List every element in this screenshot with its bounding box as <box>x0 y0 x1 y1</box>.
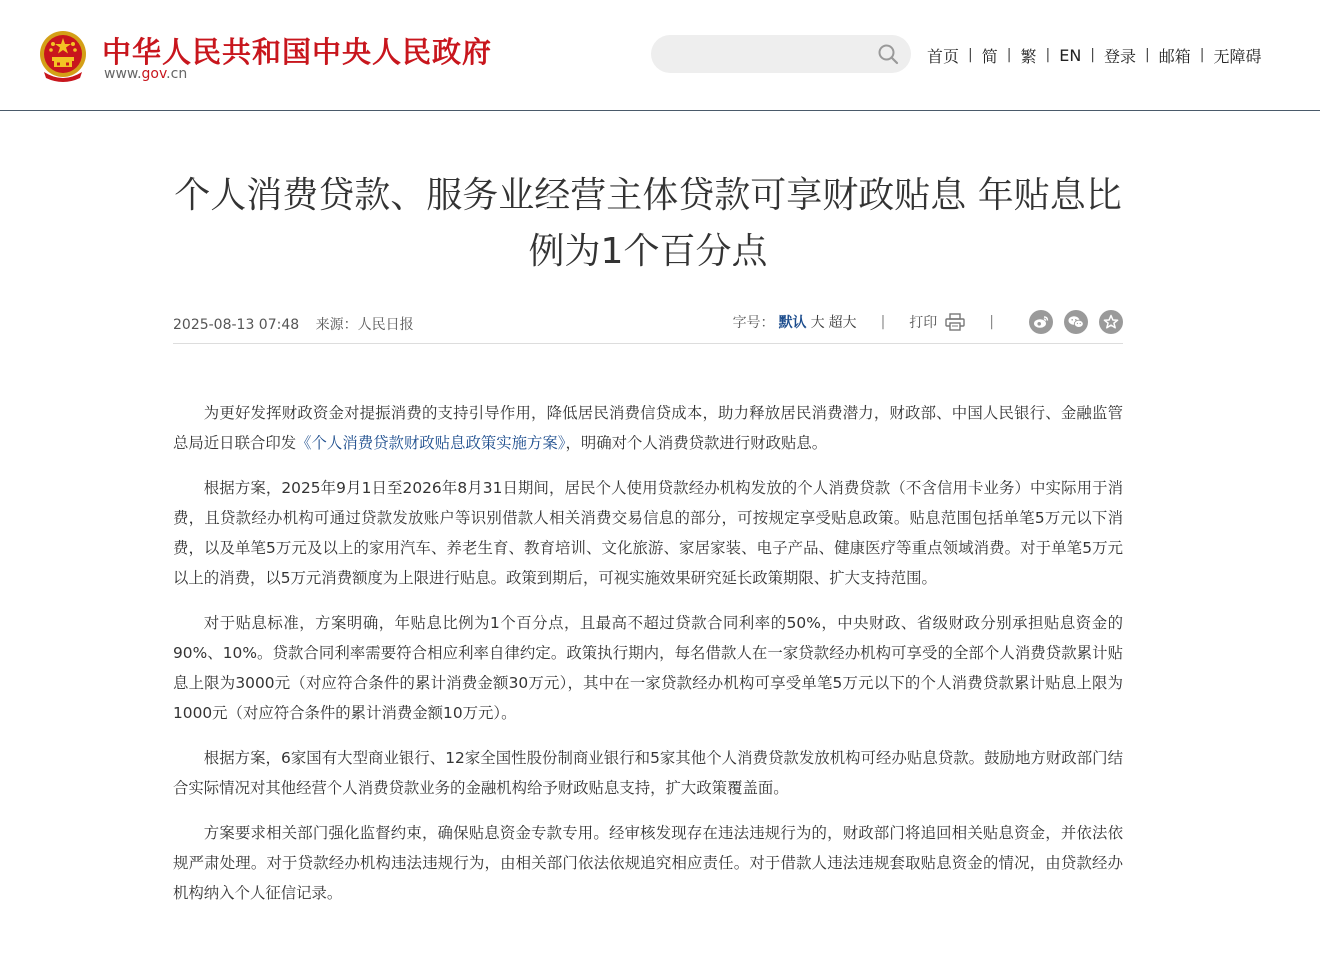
publish-date: 2025-08-13 07:48 <box>173 317 300 333</box>
nav-home[interactable]: 首页 <box>927 46 960 66</box>
nav-separator: | <box>1145 47 1150 63</box>
font-size-xlarge[interactable]: 超大 <box>828 315 857 331</box>
top-nav <box>927 44 1261 66</box>
nav-simplified[interactable]: 简 <box>981 46 998 66</box>
nav-traditional[interactable]: 繁 <box>1020 46 1037 66</box>
paragraph: 方案要求相关部门强化监督约束，确保贴息资金专款专用。经审核发现存在违法违规行为的，财政部门将追回相关贴息资金，并依法依规严肃处理。对于贷款经办机构违法违规行为，由相关部门依法依规追究相应责任。对于借款人违法违规套取贴息资金的情况，由贷款经办机构纳入个人征信记录。 <box>173 824 1123 902</box>
meta-separator: | <box>880 314 886 330</box>
national-emblem-icon[interactable] <box>38 28 88 84</box>
search-input[interactable] <box>667 41 867 67</box>
weibo-icon[interactable] <box>1029 310 1053 334</box>
site-title[interactable]: 中华人民共和国中央人民政府 <box>102 35 493 69</box>
source-name: 人民日报 <box>357 317 414 333</box>
print-label: 打印 <box>909 315 938 331</box>
site-url <box>104 66 187 82</box>
paragraph-text: ，明确对个人消费贷款进行财政贴息。 <box>565 434 828 452</box>
nav-mailbox[interactable]: 邮箱 <box>1158 46 1191 66</box>
nav-login[interactable]: 登录 <box>1104 46 1137 66</box>
article-content <box>173 398 1123 923</box>
font-size-default[interactable]: 默认 <box>778 315 807 331</box>
paragraph-text: 为更好发挥财政资金对提振消费的支持引导作用，降低居民消费信贷成本，助力释放居民消费潜力，财政部、中国人民银行、金融监管总局近日联合印发 <box>173 404 1123 452</box>
source-label: 来源： <box>315 317 358 333</box>
site-url-highlight: gov <box>141 66 167 82</box>
nav-separator: | <box>1090 47 1095 63</box>
meta-divider <box>173 343 1123 344</box>
meta-tools <box>733 304 1123 340</box>
site-url-suffix: .cn <box>166 66 188 82</box>
site-header <box>0 0 1320 111</box>
article-title: 个人消费贷款、服务业经营主体贷款可享财政贴息 年贴息比例为1个百分点 <box>174 175 1122 272</box>
nav-separator: | <box>968 47 973 63</box>
paragraph <box>173 398 1123 458</box>
font-size-large[interactable]: 大 <box>810 315 825 331</box>
nav-separator: | <box>1199 47 1205 63</box>
favorite-icon[interactable] <box>1099 310 1123 334</box>
article-meta <box>173 312 1123 342</box>
meta-left <box>173 314 414 334</box>
wechat-icon[interactable] <box>1064 310 1088 334</box>
meta-separator: | <box>989 314 994 330</box>
paragraph: 根据方案，2025年9月1日至2026年8月31日期间，居民个人使用贷款经办机构发放的个人消费贷款（不含信用卡业务）中实际用于消费，且贷款经办机构可通过贷款发放账户等识别借款人相关消费交易信息的部分，可按规定享受贴息政策。贴息范围包括单笔5万元以下消费，以及单笔5万元及以上的家用汽车、养老生育、教育培训、文化旅游、家居家装、电子产品、健康医疗等重点领域消费。对于单笔5万元以上的消费，以5万元消费额度为上限进行贴息。政策到期后，可视实施效果研究延长政策期限、扩大支持范围。 <box>173 479 1123 587</box>
nav-separator: | <box>1045 47 1051 63</box>
policy-document-link[interactable]: 《个人消费贷款财政贴息政策实施方案》 <box>296 434 566 452</box>
search-icon[interactable] <box>877 43 899 65</box>
printer-icon <box>945 313 965 331</box>
print-button[interactable] <box>909 312 965 332</box>
paragraph: 对于贴息标准，方案明确，年贴息比例为1个百分点，且最高不超过贷款合同利率的50%，中央财政、省级财政分别承担贴息资金的90%、10%。贷款合同利率需要符合相应利率自律约定。政策执行期内，每名借款人在一家贷款经办机构可享受的全部个人消费贷款累计贴息上限为3000元（对应符合条件的累计消费金额30万元），其中在一家贷款经办机构可享受单笔5万元以下的个人消费贷款累计贴息上限为1000元（对应符合条件的累计消费金额10万元）。 <box>173 614 1123 722</box>
search-box <box>651 35 911 73</box>
font-size-label: 字号： <box>732 315 775 331</box>
nav-accessibility[interactable]: 无障碍 <box>1213 46 1262 66</box>
paragraph: 根据方案，6家国有大型商业银行、12家全国性股份制商业银行和5家其他个人消费贷款发放机构可经办贴息贷款。鼓励地方财政部门结合实际情况对其他经营个人消费贷款业务的金融机构给予财政贴息支持，扩大政策覆盖面。 <box>173 749 1123 797</box>
nav-english[interactable]: EN <box>1059 45 1082 65</box>
site-url-prefix: www. <box>104 66 142 82</box>
nav-separator: | <box>1006 47 1012 63</box>
